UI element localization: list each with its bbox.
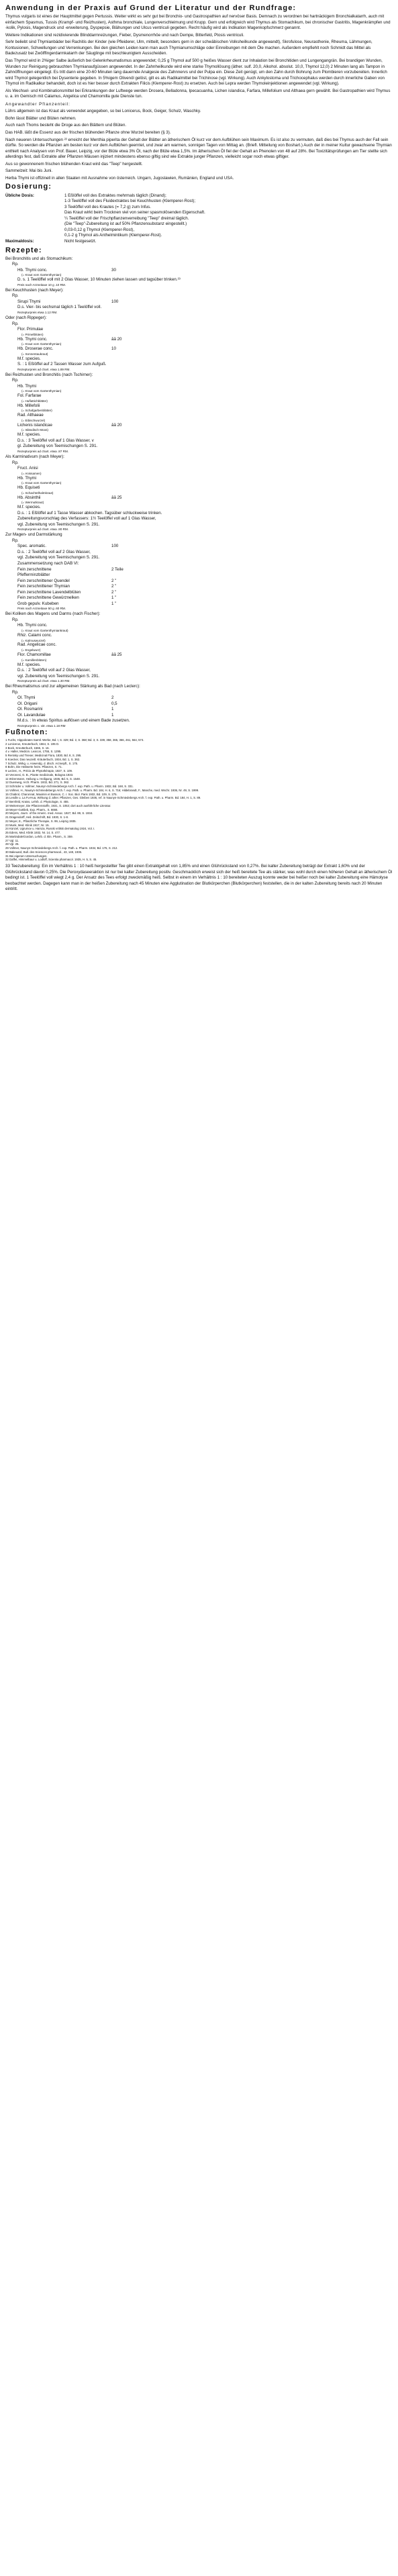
ingredient-name: Hb. Thymi conc. <box>17 336 48 342</box>
recipe-title: Zur Magen- und Darmstärkung <box>5 532 62 538</box>
recipe-ingredient <box>5 268 393 274</box>
ingredient-quantity <box>111 623 152 629</box>
dosage-usual-lines <box>64 193 393 239</box>
ingredient-quantity <box>111 327 152 333</box>
ingredient-common-name: (= Kraut vom Gartenthymian) <box>21 342 62 346</box>
recipe-block <box>5 454 393 532</box>
footnote: 17 Bernfeld, Kraiss, Lehrb. d. Physiologie, S. 455. <box>5 800 69 804</box>
tea-preparation-note: 33 Teezubereitung: Ein im Verhältnis 1 : 10 heiß hergestellter Tee gibt einen Extraktgehalt von 1,85% und einen Glührückstand von 0,27%. Bei kalter Zubereitung beträgt der Extrakt 1,60% und der Glührückstand davon 0,25%. Die Peroxydaseeraktion ist nur bei kalter Zubereitung positiv. Geschmacklich erweist sich der heiß bereitete Tee als stärker, was wohl durch einen höheren Gehalt an ätherischem Öl bedingt ist. 1 Teelöffel voll wiegt 2,4 g. Der Ansatz des Tees erfolgt zweckmäßig heiß. Selbst in einem im Verhältnis 1 : 10 bereiteten Auszug konnte weder bei heißer noch bei kalter Zubereitung eine Hämolyse beobachtet werden. Dagegen kann man in der heißen Zubereitung nach 45 Minuten eine Agglutination der Blutkörperchen (Blutkörperchen) feststellen, die in der kalten Zubereitung bereits nach 20 Minuten eintritt. <box>5 864 393 892</box>
recipe-rp: Rp. <box>12 262 19 267</box>
recipe-ingredient <box>5 346 393 352</box>
ingredient-name: Grob gepulv. Kubeben <box>17 601 59 606</box>
ingredient-name: Pfefferminzblätter <box>17 573 50 578</box>
ingredient-name: Hb. Thymi conc. <box>17 267 48 273</box>
footnote: 22 Meyer, E., Pflanzliche Therapie, S. 99, Leipzig 1935. <box>5 819 77 823</box>
recipe-block <box>5 256 393 287</box>
recipe-ingredient <box>5 707 393 713</box>
recipe-ingredient <box>5 590 393 596</box>
ingredient-name: Hb. Equiseti <box>17 485 40 491</box>
ingredient-name: Ol. Rosmarini <box>17 707 43 712</box>
ingredient-quantity: 30 <box>111 267 116 273</box>
footnote: 4 v. Haller, Medicin. Lexicon, 1755, S. 1295. <box>5 750 62 754</box>
dosage-line: ¼ Teelöffel voll der Frischpflanzenverreibung "Teep" dreimal täglich. <box>64 215 189 221</box>
recipe-ingredient <box>5 485 393 491</box>
footnote: 20 Meyers, Journ. of the Americ. med. Assoc. 1927, Bd. 89, S. 1934. <box>5 811 93 815</box>
dosage-max-label: Maximaldosis: <box>5 238 34 244</box>
footnote: 6 Koecker, Das neuzeitl. Kräuterbuch, 1934, Bd. 1, S. 362. <box>5 757 81 761</box>
ingredient-quantity: 2 " <box>111 589 117 595</box>
recipe-instruction: M.f. species. <box>17 356 41 361</box>
ingredient-name: Ol. Origani <box>17 701 38 706</box>
ingredient-name: Spec. aromatic. <box>17 544 46 549</box>
recipe-price: Rezepturpreis ad chart. etwa .80 RM. <box>17 528 69 532</box>
pflanzenteil-paragraphs <box>5 109 393 181</box>
recipe-instruction: gl. Zubereitung von Teemischungen S. 291. <box>17 444 98 449</box>
anwendung-paragraphs <box>5 14 393 100</box>
pflanzenteil-paragraph: Lührs allgemein ist das Kraut als verwendet angegeben, so bei Lonicerus, Bock, Geiger, Schulz, Waschky. <box>5 109 201 114</box>
recipe-title: Bei Keuchhusten (nach Meyer): <box>5 287 64 293</box>
ingredient-name: Lichenis islandicae <box>17 422 52 428</box>
recipe-title: Bei Bronchitis und als Stomachikum: <box>5 256 73 261</box>
recipe-rp: Rp. <box>12 617 19 622</box>
recipe-title: Oder (nach Rippeger): <box>5 315 47 320</box>
recipe-ingredient <box>5 403 393 409</box>
recipe-ingredient <box>5 423 393 429</box>
ingredient-common-name: (= Kraut vom Gartenthymian) <box>21 389 62 393</box>
recipe-instruction: D.s. : 3 Teelöffel voll auf 1 Glas Wasser, v <box>17 438 94 443</box>
ingredient-quantity: 1 " <box>111 601 117 606</box>
section-dosierung <box>5 183 393 244</box>
ingredient-common-name: (= Kalmuswurzel) <box>21 638 46 642</box>
ingredient-quantity: āā 20 <box>111 336 122 342</box>
ingredient-name: Ol. Lavandulae <box>17 712 46 717</box>
recipe-ingredient <box>5 701 393 707</box>
ingredient-common-name: (= Kamillenblüten) <box>21 658 47 662</box>
ingredient-quantity: āā 25 <box>111 495 122 500</box>
ingredient-quantity: 100 <box>111 544 119 549</box>
footnote: 21 Dragendorff, Heil. Zeitschrift, Bd. 1930, S. 1-8. <box>5 815 69 820</box>
anwendung-paragraph: Weitere Indikationen sind rezidivierende Blinddarmreizungen, Fieber, Dysmenorrhöe und nach Dempe, Bitterfeld, Ptosis ventriculi. <box>5 32 244 38</box>
ingredient-quantity: 2 <box>111 695 114 701</box>
footnote: 9 Leclerc, H., Précis de Phytothérapie, 1927, S. 109. <box>5 769 73 773</box>
recipe-rp: Rp. <box>12 321 19 326</box>
recipe-block <box>5 373 393 454</box>
ingredient-name: Sirupi Thymi <box>17 299 41 304</box>
section-rezepte <box>5 246 393 728</box>
footnote: 1 Fuchs, Hippokrates Samtl. Werke, Bd. I, S. 329; Bd. 2, S. 368; Bd. 3, S. 339, 358, 365, 366, 461, 564, 574. <box>5 738 144 742</box>
ingredient-name: Fein zerschnittene Gewürznelken <box>17 595 79 601</box>
footnote: 12 Duenweg, Arch. Pharm. 1932, Bd. 271, S. 362. <box>5 781 70 785</box>
recipe-instruction: Zubereitungsvorschlag des Verfassers: 1½ Teelöffel voll auf 1 Glas Wasser, <box>17 516 156 522</box>
ingredient-quantity: 1 <box>111 707 114 712</box>
footnote: 3 Bock, Kreutterbuch, 1565, S. 16. <box>5 746 50 750</box>
ingredient-quantity: 2 " <box>111 578 117 583</box>
recipe-price: Rezepturpreis ad chart. etwa .87 RM. <box>17 450 69 453</box>
recipe-rp: Rp. <box>12 538 19 543</box>
ingredient-quantity <box>111 384 152 390</box>
ingredient-common-name: (= Anissamen) <box>21 471 42 475</box>
ingredient-name: Rhiz. Calami conc. <box>17 632 52 638</box>
ingredient-name: Flor. Chamomillae <box>17 652 51 657</box>
ingredient-quantity <box>111 403 152 409</box>
recipe-rp: Rp. <box>12 460 19 465</box>
ingredient-quantity <box>111 476 152 482</box>
ingredient-quantity <box>111 393 152 399</box>
recipe-block <box>5 532 393 611</box>
ingredient-quantity: 100 <box>111 299 119 304</box>
ingredient-quantity: 10 <box>111 346 116 352</box>
recipe-title: Bei Koliken des Magens und Darms (nach Fischer): <box>5 611 101 617</box>
pflanzenteil-paragraph: Auch nach Thoms besteht die Droge aus den Blättern und Blüten. <box>5 123 127 128</box>
dosage-max-row <box>5 239 393 245</box>
footnote: 30 Bakeuard, Bull. des Sciences pharmacol., 43, 148, 1936. <box>5 850 83 854</box>
recipe-list <box>5 256 393 728</box>
ingredient-name: Fein zerschnittene <box>17 566 52 572</box>
ingredient-common-name: (= Wermutkraut) <box>21 501 44 505</box>
recipe-instruction: Zusammensetzung nach DAB VI: <box>17 561 79 566</box>
recipe-ingredient <box>5 544 393 550</box>
footnote: 28 Vgl. 25. <box>5 842 19 846</box>
recipe-ingredient <box>5 579 393 585</box>
footnote: 31 Bei eigenen Untersuchungen. <box>5 854 48 858</box>
footnote: 14 Vollmer, H., Naunyn-Schmiedebergs Arch. f. exp. Path. u. Pharm. Bd. 184, H. 6, S. 716; Hildebrandt, F., Manche, med. Wschr. 1936, Nr. 49, S. 1999. <box>5 788 199 792</box>
recipe-ingredient <box>5 476 393 482</box>
ingredient-quantity <box>111 633 152 639</box>
recipe-rp: Rp. <box>12 378 19 383</box>
footnote: 32 Daffet, Himmelbaur u. Lodloff, Scientia pharmacol. 1935, H. 5, S. 45. <box>5 858 97 862</box>
footnote: 5 Rentsky und Trieser, Medicinal Flora, 1830, Bd. 8, S. 295. <box>5 754 82 758</box>
recipe-rp: Rp. <box>12 293 19 299</box>
recipe-ingredient <box>5 466 393 472</box>
recipe-ingredient <box>5 652 393 658</box>
recipe-instruction: M.f. species. <box>17 432 41 438</box>
section-heading-anwendung: Anwendung in der Praxis auf Grund der Literatur und der Rundfrage: <box>5 4 297 12</box>
ingredient-quantity: 0,5 <box>111 701 117 706</box>
dosage-line: 3 Teelöffel voll des Krautes (= 7,2 g) zum Infus. <box>64 204 151 209</box>
section-heading-pflanzenteil: Angewandter Pflanzenteil: <box>5 101 70 107</box>
recipe-ingredient <box>5 642 393 648</box>
pflanzenteil-paragraph: Das HAB. läßt die Essenz aus der frischen blühenden Pflanze ohne Wurzel bereiten (§ 3). <box>5 130 171 136</box>
dosage-table <box>5 193 393 245</box>
ingredient-common-name: (= Kraut vom Gartenthymiankraut) <box>21 629 68 632</box>
recipe-ingredient <box>5 384 393 390</box>
footnote: 29 Vollmer, Naunyn-Schmiedebergs Arch. f. exp. Path. u. Pharm. 1934, Bd. 176, S. 212. <box>5 846 118 850</box>
ingredient-name: Ol. Thymi <box>17 695 36 701</box>
ingredient-name: Rad. Angelicae conc. <box>17 642 57 648</box>
ingredient-common-name: (= Schafgarbenblätter) <box>21 409 52 413</box>
recipe-title: Bei Rheumatismus und zur allgemeinen Stärkung als Bad (nach Leclerc): <box>5 684 140 689</box>
ingredient-quantity: 2 " <box>111 584 117 589</box>
recipe-ingredient <box>5 623 393 629</box>
ingredient-quantity <box>111 485 152 491</box>
ingredient-name: Fein zerschnittener Thymian <box>17 584 70 589</box>
recipe-instruction: S. : 1 Eßlöffel auf 2 Tassen Wasser zum Aufguß. <box>17 362 107 367</box>
pflanzenteil-paragraph: Aus so gewonnenem frischen blühenden Kraut wird das "Teep" hergestellt. <box>5 161 143 166</box>
footnote: 10 Veronesi, G. B., Piante medicinale, Bologna 1933. <box>5 773 74 777</box>
dosage-usual-row <box>5 193 393 239</box>
recipe-block <box>5 315 393 372</box>
footnote: 13 Schröder u. Vollmer, Naunyn-Schmiedebergs Arch. f. exp. Path. u. Pharm. 1932, Bd. 168, S. 331. <box>5 785 134 789</box>
footnote: 2 Lonicerus, Kreuterbuch, 1564, S. 195 D. <box>5 742 60 746</box>
ingredient-common-name: (= Schachtelhalmkraut) <box>21 491 54 495</box>
recipe-instruction: D.s. : 2 Teelöffel voll auf 2 Glas Wasser, <box>17 549 91 554</box>
ingredient-common-name: (= Sonnentaukraut) <box>21 352 48 356</box>
footnote: 23 Munk, Med. Klinik 1917, Nr. 15. <box>5 823 50 827</box>
footnote: 27 Vgl. 11. <box>5 838 19 842</box>
recipe-instruction: vgl. Zubereitung von Teemischungen S. 291. <box>17 673 100 679</box>
recipe-ingredient <box>5 299 393 305</box>
recipe-instruction: D.s. Vier- bis sechsmal täglich 1 Teelöffel voll. <box>17 305 102 310</box>
recipe-instruction: M.f. species. <box>17 662 41 667</box>
ingredient-name: Fein zerschnittener Quendel <box>17 578 70 583</box>
dosage-line: Das Kraut wirkt beim Trocknen viel von seiner spasmolösenden Eigenschaft. <box>64 210 205 215</box>
ingredient-quantity: āā 25 <box>111 652 122 657</box>
recipe-ingredient <box>5 713 393 719</box>
recipe-ingredient <box>5 573 393 579</box>
ingredient-name: Hb. Millefolii <box>17 403 40 408</box>
recipe-ingredient <box>5 695 393 701</box>
section-heading-fussnoten: Fußnoten: <box>5 728 48 736</box>
ingredient-quantity: 1 <box>111 712 114 717</box>
ingredient-name: Fol. Farfarae <box>17 393 42 399</box>
pflanzenteil-paragraph: Nach neueren Untersuchungen ²² erreicht der Menthia piperita der Gehalt der Blätter an ätherischem Öl kurz vor dem Aufblühen sein Maximum. Es ist also zu vermuten, daß dies bei Thymus auch der Fall sein dürfte. So werden die Pflanzen am besten kurz vor dem Aufblühen geerntet, und zwar am warmen, sonnigen Tagen von Mittag an. (Briefl. Mitteilung von Boshart.) Auch der in meiner Kultur gewachsene Thymian enthielt nach Analysen von Prof. Bauer, Leipzig, vor der Blüte etwa 3% Öl, nach der Blüte etwa 1,5%. Im ätherischen Öl fiel der Gehalt an Phenolen von 48 auf 28%. Bei Toxizitätsprüfungen am Tier stellte sich allerdings fest, daß Extrakte aller Pflanzen Mäusen injiziert mindestens ebenso giftig sind wie Extrakte junger Pflanzen, vielleicht sogar noch etwas giftiger. <box>5 137 392 160</box>
footnote: 8 Bohn, Die Heilwerte heim. Pflanzen, S. 71. <box>5 765 62 769</box>
dosage-usual-label: Übliche Dosis: <box>5 193 34 198</box>
recipe-instruction: vgl. Zubereitung von Teemischungen S. 291. <box>17 555 100 560</box>
recipe-ingredient <box>5 595 393 601</box>
dosage-max-value: Nicht festgesetzt. <box>64 238 97 244</box>
recipe-title: Als Karminativum (nach Meyer): <box>5 454 65 459</box>
recipe-title: Bei Reizhusten und Bronchitis (nach Tschirner): <box>5 372 93 377</box>
recipe-price: Preis nach Arzneitaxe 10 g .10 RM. <box>17 283 66 287</box>
anwendung-paragraph: Als Wechsel- und Kombinationsmittel bei Erkrankungen der Luftwege werden Drosera, Belladonna, Ipecacuanha, Lichen islandica, Farfara, Millefolium und Althaea gern gewählt. Bei Gastropathien wird Thymus u. a. im Gemisch mit Calamus, Angelica und Chamomilla gute Dienste tun. <box>5 88 391 99</box>
recipe-price: Rezepturpreis c. vitr. etwa 1.18 RM <box>17 724 66 728</box>
footnote: 18 Weitemeyer, Die Pflanzenstoffe, 1931, S. 1053; dort auch ausführliche Literatur. <box>5 803 111 807</box>
ingredient-name: Hb. Thymi <box>17 475 37 481</box>
recipe-block <box>5 611 393 683</box>
recipe-ingredient <box>5 393 393 399</box>
ingredient-common-name: (= Eibischwurzel) <box>21 418 46 422</box>
ingredient-name: Hb. Droserae conc. <box>17 346 54 352</box>
ingredient-common-name: (= Kraut vom Gartenthymian) <box>21 273 62 277</box>
dosage-line: 1-3 Teelöffel voll des Fluidextraktes bei Keuchhusten (Klemperer-Rost); <box>64 199 196 204</box>
recipe-instruction: D.s. : 2 Teelöffel voll auf 2 Glas Wasser, <box>17 668 91 673</box>
ingredient-quantity <box>111 466 152 472</box>
anwendung-paragraph: Das Thymol wird in 2%iger Salbe äußerlich bei Gelenkrheumatismus angewendet; 0,25 g Thymol auf 500 g heißes Wasser dient zur Inhalation bei Bronchitiden und Lungengangrän. Bei brandigen Wunden, Wunden zur Reinigung gebrauchten Thymianaufgüssen angewendet. In der Zahnheilkunde wird eine starke Thymollösung (äther. sulf. 20,0, Alkohol. absolut. 10,0, Thymol 12,0) 2 Minuten lang als Tampon in Zahnöffnungen eingelegt. Es tritt dann eine 20-60 Minuten lang dauernde Analgesie des Zahnnervs und der Pulpa ein. Diese Zeit genügt, um den Zahn durch Bohrung zum Plombieren vorzubereiten. Innerlich wird Thymol gelegentlich bei Dysenterie gegeben. In 5%igem Olivenöl gelöst, gilt es als Radikalmittel bei Trichinose (vgl. Wirkung). Auch Ankylostoma und Trichocephalus werden durch innerliche Gaben von Thymol im Radikalkur behandelt, doch ist es hier besser durch Extrakten Filicis (Klemperer-Rost) zu ersetzen. Auch bei Lepra werden Thymoleinjektionen angewendet (vgl. Wirkung). <box>5 58 387 87</box>
recipe-price: Rezepturpreis ad chart. etwa 1.89 RM. <box>17 367 70 371</box>
ingredient-name: Fein zerschnittene Lavendelblüten <box>17 589 81 595</box>
ingredient-name: Flor. Primulae <box>17 327 44 332</box>
recipe-ingredient <box>5 337 393 343</box>
recipe-instruction: D. s. 1 Teelöffel voll mit 2 Glas Wasser, 10 Minuten ziehen lassen und tagsüber trinken.²³ <box>17 277 181 283</box>
footnote: 26 Martindale/Gordon, Lehrb. d. klin. Pharm., S. 359. <box>5 834 73 838</box>
footnote: 24 Künzel, Ugrumov u. Hamza, Russki vrtilski dermatolog 1924, Vol. I. <box>5 827 95 831</box>
recipe-price: Rezepturpreis ad chart. etwa 1.30 RM. <box>17 679 70 683</box>
anwendung-paragraph: Thymus vulgaris ist eines der Hauptmittel gegen Pertussis. Weiter wirkt es sehr gut bei Bronchio- und Gastrospathien auf nervöser Basis. Demnach zu verordnen bei hartnäckigem Bronchialkatarrh, auch mit einfachem Spasmus, Tussis (Krampf- und Reizhusten), Asthma bronchiale, Lungenverschleimung und Krupp. Gern und erfolgreich wird Thymus als Stomachikum, bei chronischer Gastritis, Magenkrämpfen und -kolik, Pylosis, Magendruck und -erweiterung, Dyspepsie, Blähungen und Ulcus ventriculi gegeben. Recht häufig wird als Indikation Magenkopfschmerz genannt. <box>5 14 391 31</box>
footnote-list <box>5 738 393 862</box>
ingredient-common-name: (= Primelblüten) <box>21 332 44 336</box>
section-heading-dosierung: Dosierung: <box>5 183 52 191</box>
ingredient-name: Fruct. Anisi <box>17 466 38 471</box>
section-fussnoten <box>5 728 393 893</box>
footnote: 16 Lendle u. La Fu-Hua, Wirkung d. ather. Pflanzen, Ges. Gleiben 1936, ref. in Naunyn-Schmiedebergs Arch. f. exp. Path. u. Pharm. Bd. 184, H. 1, S. 89. <box>5 796 201 800</box>
recipe-rp: Rp. <box>12 689 19 695</box>
recipe-price: Preis nach Arzneitaxe 50 g .60 RM. <box>17 607 66 611</box>
ingredient-name: Hb. Thymi conc. <box>17 623 48 628</box>
footnote: 25 Edens, Med. Klinik 1932, Nr. 14, S. 477. <box>5 831 61 835</box>
footnote: 15 Chabrol, Charonnat, Maximin et Busson, C. r. Soc. Biol. Paris 1932, Bd. 109, S. 275. <box>5 792 117 796</box>
section-heading-rezepte: Rezepte: <box>5 246 42 254</box>
ingredient-name: Hb. Absinthii <box>17 495 41 500</box>
ingredient-common-name: (= Isländisch Moos) <box>21 428 48 432</box>
recipe-instruction: D.s. : 1 Eßlöffel auf 1 Tasse Wasser abkochen. Tagsüber schluckweise trinken. <box>17 510 162 515</box>
recipe-ingredient <box>5 633 393 639</box>
recipe-instruction: M.d.s. : In etwas Spiritus auflösen und einem Bade zusetzen. <box>17 718 130 724</box>
dosage-line: (Die "Teep"-Zubereitung ist auf 50% Pflanzensubstanz eingestellt.) <box>64 221 187 227</box>
ingredient-quantity: āā 20 <box>111 422 122 428</box>
recipe-block <box>5 288 393 315</box>
recipe-ingredient <box>5 413 393 419</box>
ingredient-quantity: 2 Teile <box>111 566 123 572</box>
recipe-block <box>5 684 393 728</box>
ingredient-name: Rad. Althaeae <box>17 413 44 418</box>
footnote: 11 Wizenmann, Heilung u. Heiligung, 1936, Bd. 5, S. 1548. <box>5 777 81 781</box>
section-anwendung <box>5 4 393 100</box>
recipe-ingredient <box>5 584 393 590</box>
pflanzenteil-paragraph: Herba Thymi ist offizinell in allen Staaten mit Ausnahme von österreich. Ungarn, Jugoslawien, Rumänien, England und USA. <box>5 175 234 181</box>
recipe-instruction: M.f. species. <box>17 505 41 510</box>
dosage-line: 0,03-0,12 g Thymol (Klemperer-Rost), <box>64 227 135 232</box>
pflanzenteil-paragraph: Bohn lässt Blätter und Blüten nehmen. <box>5 115 77 121</box>
pflanzenteil-paragraph: Sammelzeit: Mai bis Juni. <box>5 168 53 174</box>
document-page <box>0 0 398 901</box>
recipe-instruction: vgl. Zubereitung von Teemischungen S. 291. <box>17 522 100 527</box>
ingredient-name: Hb. Thymi <box>17 383 37 389</box>
ingredient-common-name: (= Huflattichblätter) <box>21 399 48 403</box>
section-pflanzenteil <box>5 102 393 182</box>
recipe-ingredient <box>5 327 393 333</box>
recipe-ingredient <box>5 495 393 501</box>
ingredient-quantity <box>111 413 152 419</box>
ingredient-quantity <box>111 642 152 648</box>
recipe-price: Rezepturpreis etwa 1.12 RM. <box>17 311 58 315</box>
anwendung-paragraph: Sehr beliebt sind Thymianbäder bei Rachitis der Kinder (wie Pfleiderer, Ulm, mitteilt, besonders gern in der schwäbischen Volksheilkunde angewandt), Skrofulose, Neurasthenie, Rheuma, Lähmungen, Kontusionen, Schwellungen und Verrenkungen. Bei den gleichen Leiden kann man auch Thymianumschläge oder Einreibungen mit dem Öle machen. Außerdem empfiehlt noch Schmidt das Mittel als Badezusatz bei Zwölffingerdarmkatarrh der Säuglinge mit beschleunigtem Ausscheiden. <box>5 40 372 56</box>
ingredient-quantity: 1 " <box>111 595 117 601</box>
ingredient-quantity <box>111 573 152 579</box>
ingredient-common-name: (= Kraut vom Gartenthymian) <box>21 481 62 485</box>
dosage-line: 0,1-2 g Thymol als Anthelmintikum (Klemperer-Rost). <box>64 233 162 238</box>
dosage-line: 1 Eßlöffel voll des Extraktes mehrmals täglich (Dinand); <box>64 193 166 198</box>
recipe-ingredient <box>5 601 393 607</box>
footnote: 7 Schulz, Wirkg. u. Anwendg. d. dtsch. Arzneipfl., S. 175. <box>5 761 79 765</box>
ingredient-common-name: (= Engelwurz) <box>21 648 41 652</box>
recipe-ingredient <box>5 567 393 573</box>
footnote: 19 Meyer-Gottlieb, Exp. Pharm., S. 6666. <box>5 807 58 811</box>
